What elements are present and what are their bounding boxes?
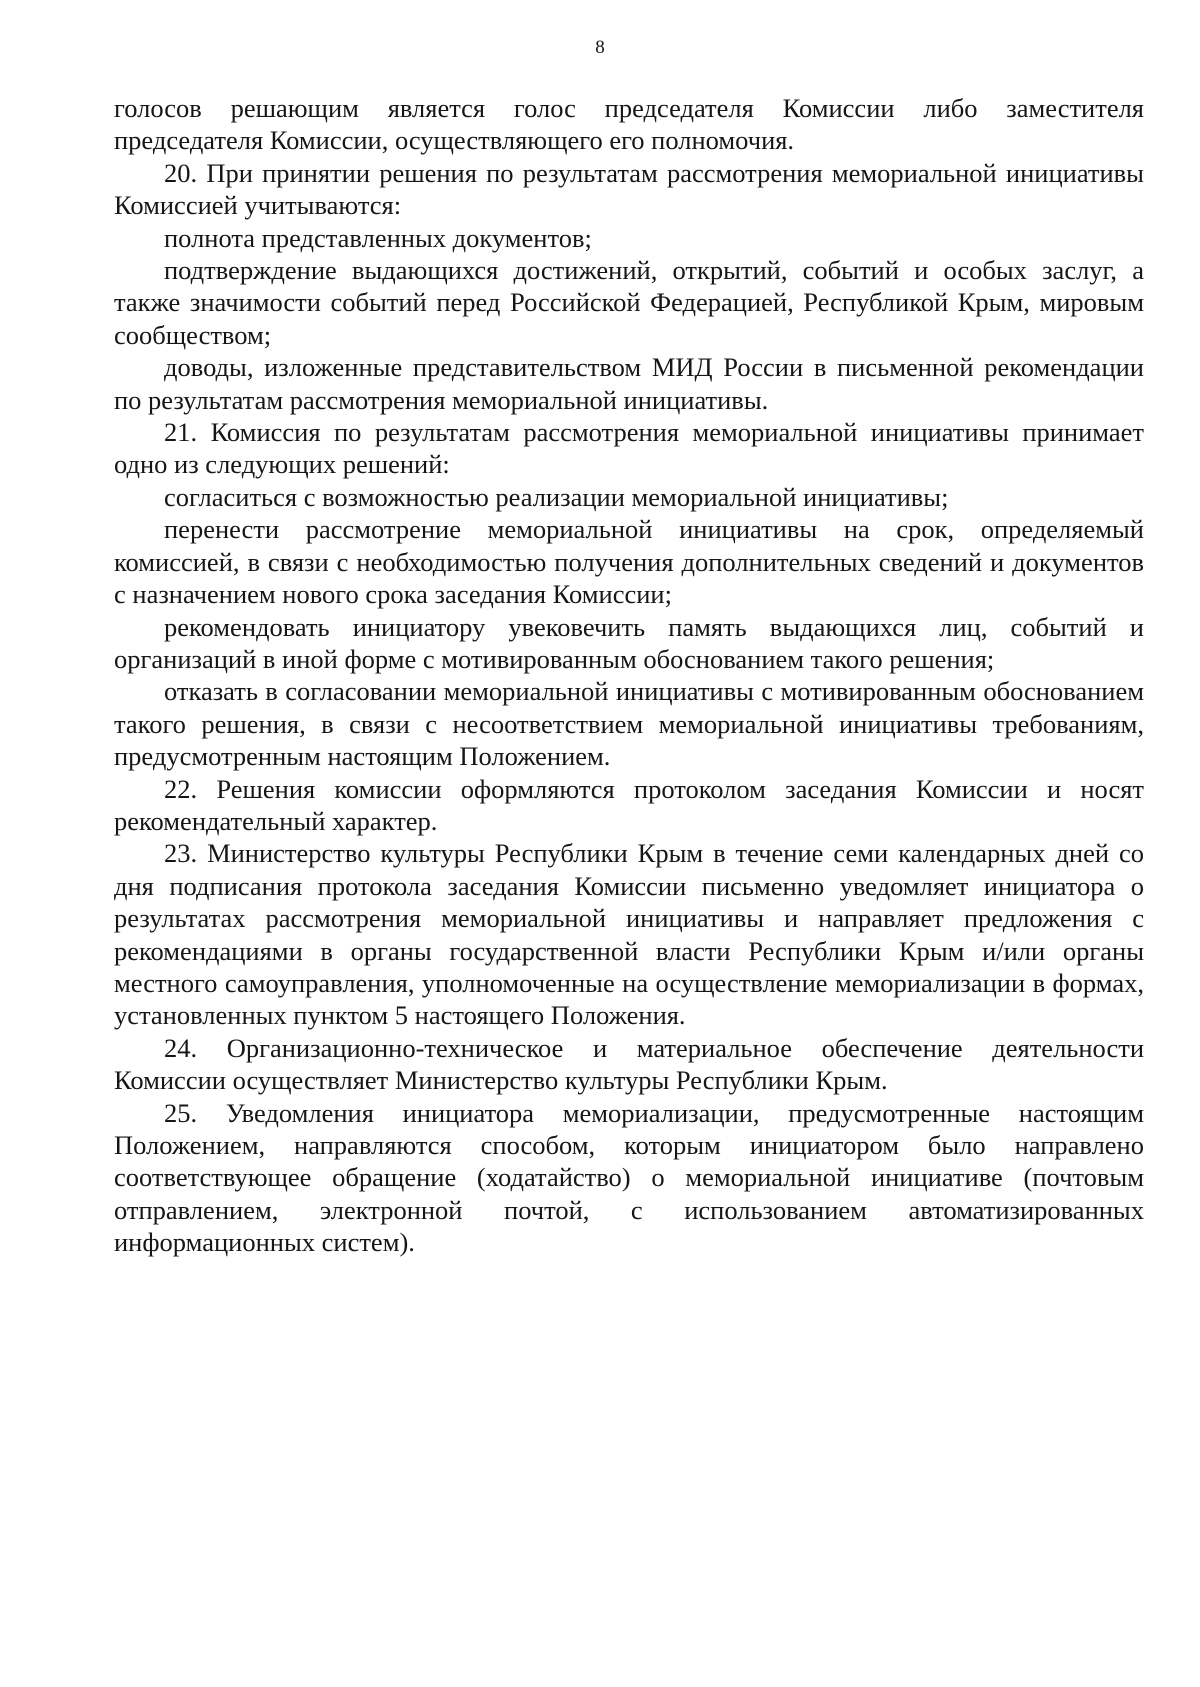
paragraph-item-25: 25. Уведомления инициатора мемориализации, предусмотренные настоящим Положением, направляются способом, которым инициатором было направлено соответствующее обращение (ходатайство) о мемориальной инициативе (почтовым отправлением, электронной почтой, с использованием автоматизированных информационных систем). bbox=[114, 1097, 1144, 1258]
paragraph-item-20-criterion-1: полнота представленных документов; bbox=[164, 222, 592, 253]
paragraph-item-21-decision-3: рекомендовать инициатору увековечить память выдающихся лиц, событий и организаций в иной форме с мотивированным обоснованием такого решения; bbox=[114, 611, 1144, 674]
paragraph-continuation: голосов решающим является голос председателя Комиссии либо заместителя председателя Комиссии, осуществляющего его полномочия. bbox=[114, 93, 1144, 156]
paragraph-item-20-criterion-2: подтверждение выдающихся достижений, открытий, событий и особых заслуг, а также значимости событий перед Российской Федерацией, Республикой Крым, мировым сообществом; bbox=[114, 255, 1144, 350]
paragraph-item-21-decision-4: отказать в согласовании мемориальной инициативы с мотивированным обоснованием такого решения, в связи с несоответствием мемориальной инициативы требованиям, предусмотренным настоящим Положением. bbox=[114, 676, 1144, 772]
paragraph-item-20: 20. При принятии решения по результатам рассмотрения мемориальной инициативы Комиссией учитываются: bbox=[114, 157, 1144, 221]
paragraph-item-23: 23. Министерство культуры Республики Крым в течение семи календарных дней со дня подписания протокола заседания Комиссии письменно уведомляет инициатора о результатах рассмотрения мемориальной инициативы и направляет предложения с рекомендациями в органы государственной власти Республики Крым и/или органы местного самоуправления, уполномоченные на осуществление мемориализации в формах, установленных пунктом 5 настоящего Положения. bbox=[114, 838, 1144, 1031]
paragraph-item-22: 22. Решения комиссии оформляются протоколом заседания Комиссии и носят рекомендательный характер. bbox=[114, 773, 1144, 836]
document-body bbox=[114, 92, 1144, 1259]
paragraph-item-24: 24. Организационно-техническое и материальное обеспечение деятельности Комиссии осуществляет Министерство культуры Республики Крым. bbox=[114, 1032, 1144, 1096]
paragraph-item-21: 21. Комиссия по результатам рассмотрения мемориальной инициативы принимает одно из следующих решений: bbox=[114, 417, 1144, 480]
paragraph-item-21-decision-2: перенести рассмотрение мемориальной инициативы на срок, определяемый комиссией, в связи с необходимостью получения дополнительных сведений и документов с назначением нового срока заседания Комиссии; bbox=[114, 514, 1144, 610]
paragraph-item-21-decision-1: согласиться с возможностью реализации мемориальной инициативы; bbox=[164, 481, 949, 512]
page-number: 8 bbox=[595, 37, 605, 58]
paragraph-item-20-criterion-3: доводы, изложенные представительством МИД России в письменной рекомендации по результатам рассмотрения мемориальной инициативы. bbox=[114, 352, 1144, 415]
